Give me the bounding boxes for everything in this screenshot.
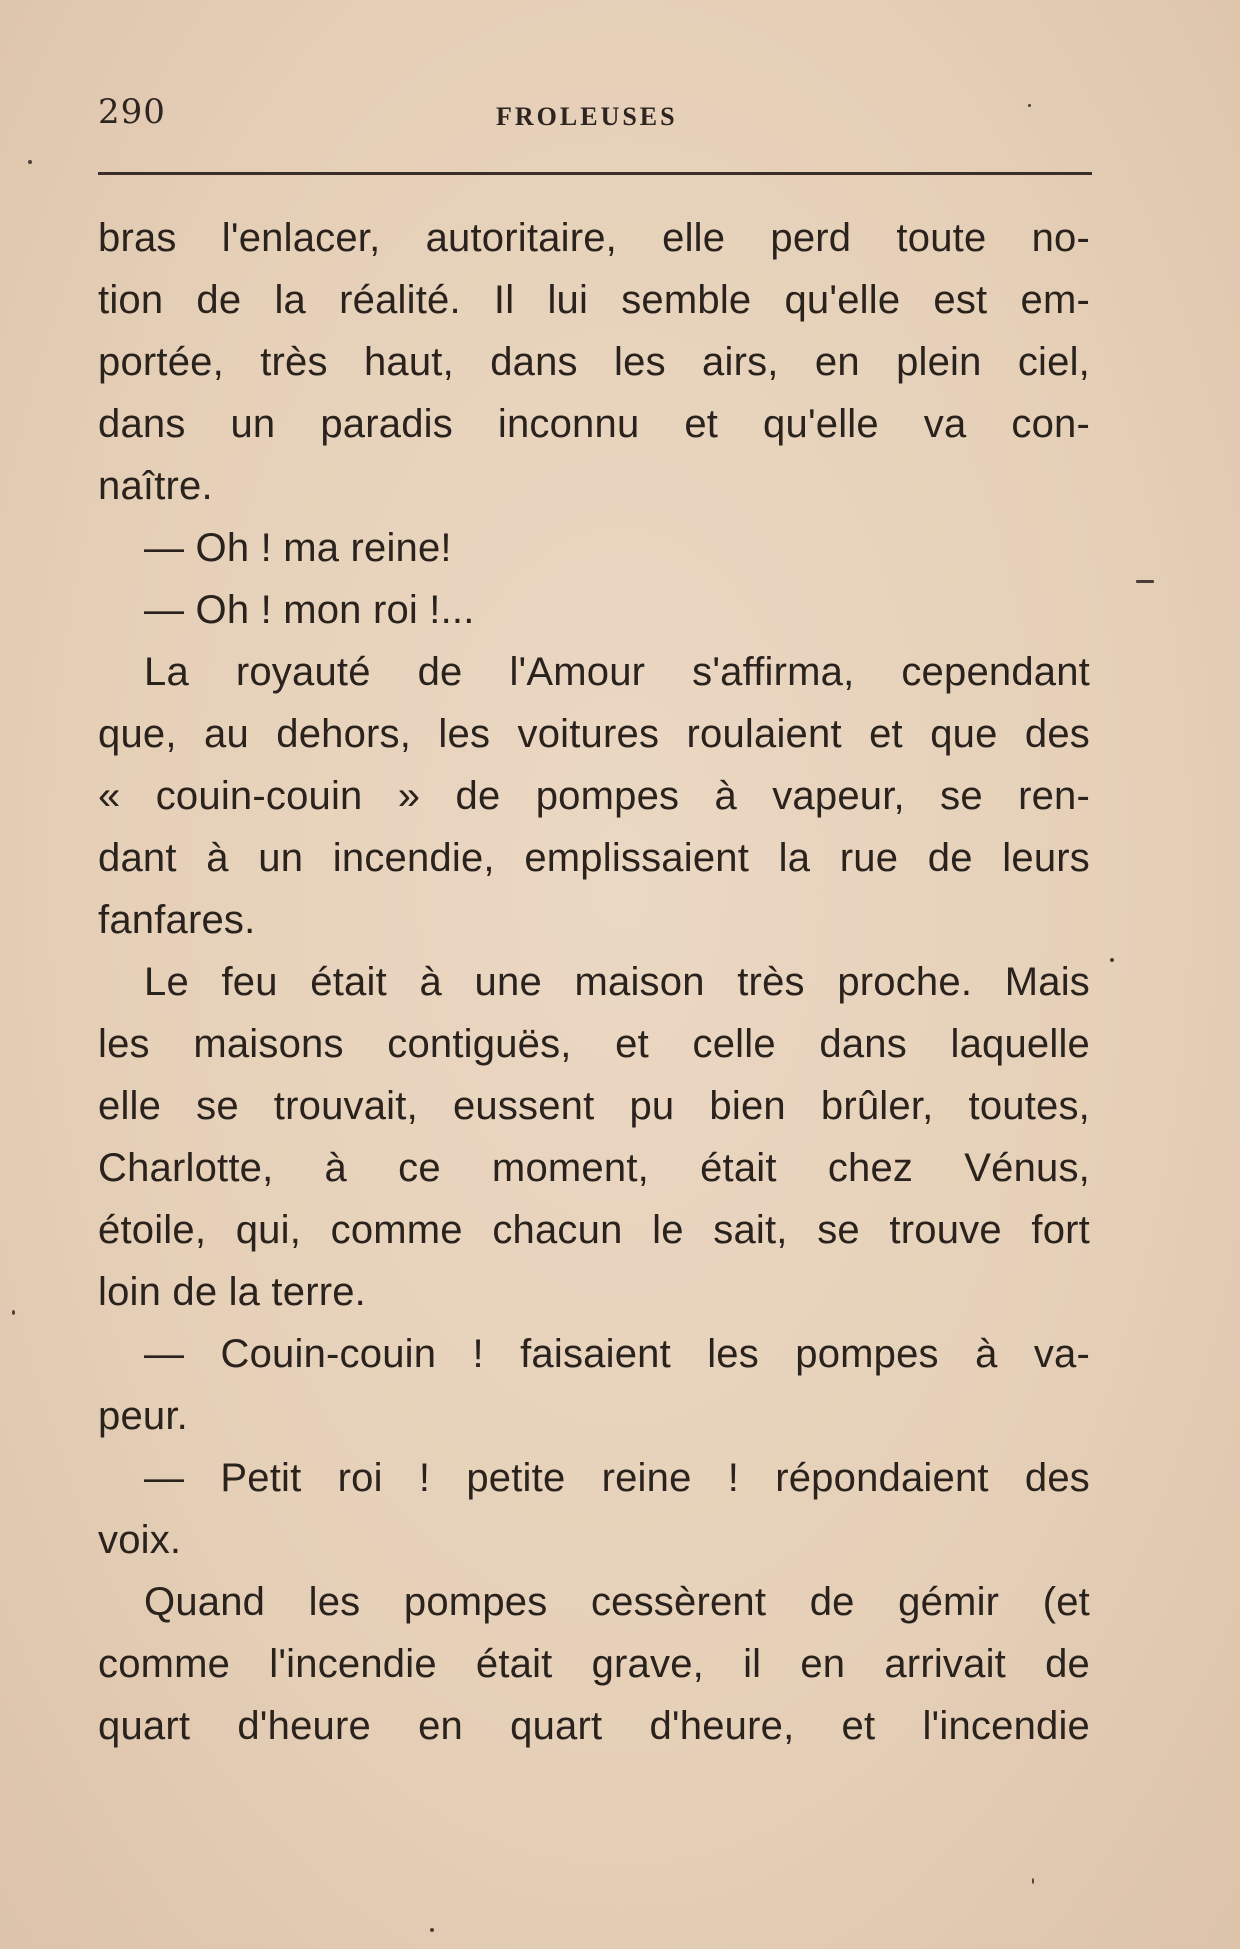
page-number: 290	[98, 92, 166, 132]
text-line: Charlotte, à ce moment, était chez Vénus,	[98, 1146, 1090, 1190]
text-line: étoile, qui, comme chacun le sait, se trouve fort	[98, 1208, 1090, 1252]
text-line: — Couin-couin ! faisaient les pompes à va-	[144, 1332, 1090, 1376]
text-line: Quand les pompes cessèrent de gémir (et	[144, 1580, 1090, 1624]
text-line: loin de la terre.	[98, 1270, 366, 1314]
body-text	[98, 207, 1090, 1757]
paper-speck	[1136, 580, 1154, 583]
text-line: peur.	[98, 1394, 188, 1438]
text-line: La royauté de l'Amour s'affirma, cependant	[144, 650, 1090, 694]
text-line: fanfares.	[98, 898, 256, 942]
text-line: dans un paradis inconnu et qu'elle va con-	[98, 402, 1090, 446]
text-line: elle se trouvait, eussent pu bien brûler, toutes,	[98, 1084, 1090, 1128]
text-line: tion de la réalité. Il lui semble qu'elle est em-	[98, 278, 1090, 322]
text-line: naître.	[98, 464, 213, 508]
paper-speck	[1032, 1878, 1034, 1884]
text-line: « couin-couin » de pompes à vapeur, se ren-	[98, 774, 1090, 818]
text-line: — Oh ! ma reine!	[144, 526, 452, 570]
text-line: Le feu était à une maison très proche. Mais	[144, 960, 1090, 1004]
text-line: que, au dehors, les voitures roulaient et que des	[98, 712, 1090, 756]
text-line: quart d'heure en quart d'heure, et l'incendie	[98, 1704, 1090, 1748]
text-line: — Oh ! mon roi !...	[144, 588, 475, 632]
paper-speck	[12, 1310, 15, 1315]
running-title: FROLEUSES	[496, 102, 678, 131]
text-line: voix.	[98, 1518, 182, 1562]
paper-speck	[1110, 958, 1114, 962]
text-line: dant à un incendie, emplissaient la rue de leurs	[98, 836, 1090, 880]
page-header	[98, 92, 1092, 142]
text-line: portée, très haut, dans les airs, en plein ciel,	[98, 340, 1090, 384]
text-line: comme l'incendie était grave, il en arrivait de	[98, 1642, 1090, 1686]
text-line: les maisons contiguës, et celle dans laquelle	[98, 1022, 1090, 1066]
text-line: — Petit roi ! petite reine ! répondaient des	[144, 1456, 1090, 1500]
paper-speck	[1028, 104, 1031, 107]
text-line: bras l'enlacer, autoritaire, elle perd toute no-	[98, 216, 1090, 260]
paper-speck	[28, 160, 32, 164]
header-rule	[98, 172, 1092, 175]
paper-speck	[430, 1928, 434, 1932]
